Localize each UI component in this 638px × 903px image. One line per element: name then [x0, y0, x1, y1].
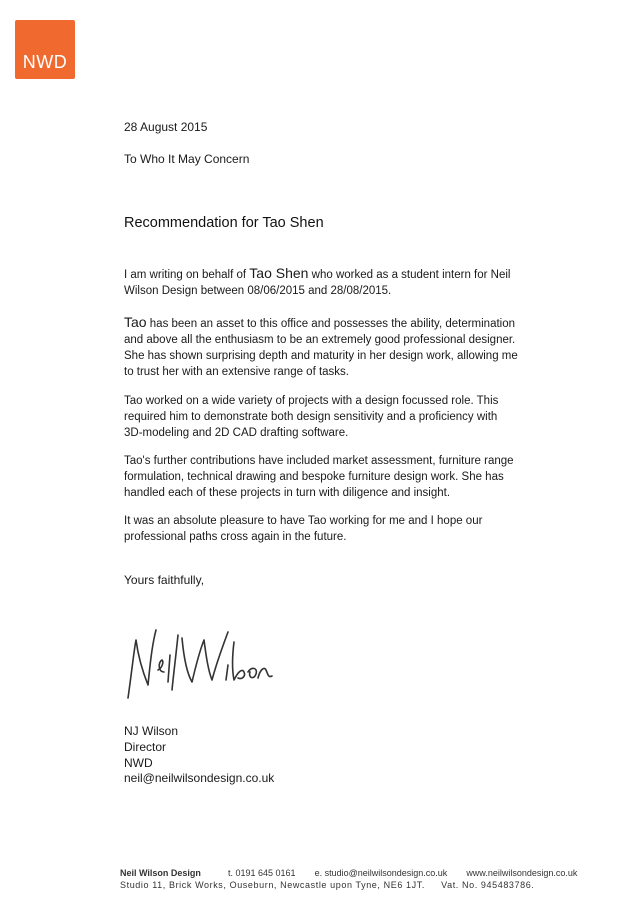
- paragraph-3: [124, 393, 544, 441]
- p3-line2: required him to demonstrate both design sensitivity and a proficiency with: [124, 411, 498, 423]
- footer-vat: Vat. No. 945483786.: [441, 880, 535, 890]
- signature: [118, 610, 278, 710]
- p4-line1: Tao's further contributions have included market assessment, furniture range: [124, 455, 514, 467]
- closing: Yours faithfully,: [124, 573, 205, 587]
- p4-line2: formulation, technical drawing and bespoke furniture design work. She has: [124, 471, 504, 483]
- footer-website: www.neilwilsondesign.co.uk: [466, 868, 578, 878]
- p1-line2: Wilson Design between 08/06/2015 and 28/08/2015.: [124, 285, 392, 297]
- signer-name: NJ Wilson: [124, 724, 179, 738]
- paragraph-1: [124, 265, 544, 299]
- paragraph-4: [124, 453, 544, 501]
- p1-name: Tao Shen: [249, 265, 309, 281]
- p2-name: Tao: [124, 314, 147, 330]
- paragraph-2: [124, 314, 544, 380]
- p5-line1: It was an absolute pleasure to have Tao working for me and I hope our: [124, 515, 483, 527]
- letter-date: 28 August 2015: [124, 120, 208, 134]
- signer-company: NWD: [124, 756, 153, 770]
- p2-line2: and above all the enthusiasm to be an extremely good professional designer.: [124, 334, 516, 346]
- footer-email: e. studio@neilwilsondesign.co.uk: [314, 868, 448, 878]
- footer-phone: t. 0191 645 0161: [227, 868, 296, 878]
- paragraph-5: [124, 513, 544, 545]
- footer-line-2: [120, 880, 534, 890]
- p1-start: I am writing on behalf of: [124, 269, 250, 281]
- signer-email: neil@neilwilsondesign.co.uk: [124, 771, 275, 785]
- letter-subject: Recommendation for Tao Shen: [124, 215, 324, 231]
- footer-company: Neil Wilson Design: [120, 868, 201, 878]
- p3-line3: 3D-modeling and 2D CAD drafting software.: [124, 427, 349, 439]
- logo-text: NWD: [22, 52, 68, 72]
- p2-line1: has been an asset to this office and possesses the ability, determination: [146, 318, 516, 330]
- signer-title: Director: [124, 740, 167, 754]
- p2-line4: to trust her with an extensive range of tasks.: [124, 366, 350, 378]
- p5-line2: professional paths cross again in the future.: [124, 531, 347, 543]
- p3-line1: Tao worked on a wide variety of projects with a design focussed role. This: [124, 395, 499, 407]
- letter-recipient: To Who It May Concern: [124, 152, 250, 166]
- p4-line3: handled each of these projects in turn with diligence and insight.: [124, 487, 451, 499]
- company-logo: [15, 20, 75, 79]
- footer-line-1: [120, 868, 577, 878]
- p1-rest: who worked as a student intern for Neil: [308, 269, 511, 281]
- p2-line3: She has shown surprising depth and maturity in her design work, allowing me: [124, 350, 518, 362]
- footer-address: Studio 11, Brick Works, Ouseburn, Newcastle upon Tyne, NE6 1JT.: [120, 880, 425, 890]
